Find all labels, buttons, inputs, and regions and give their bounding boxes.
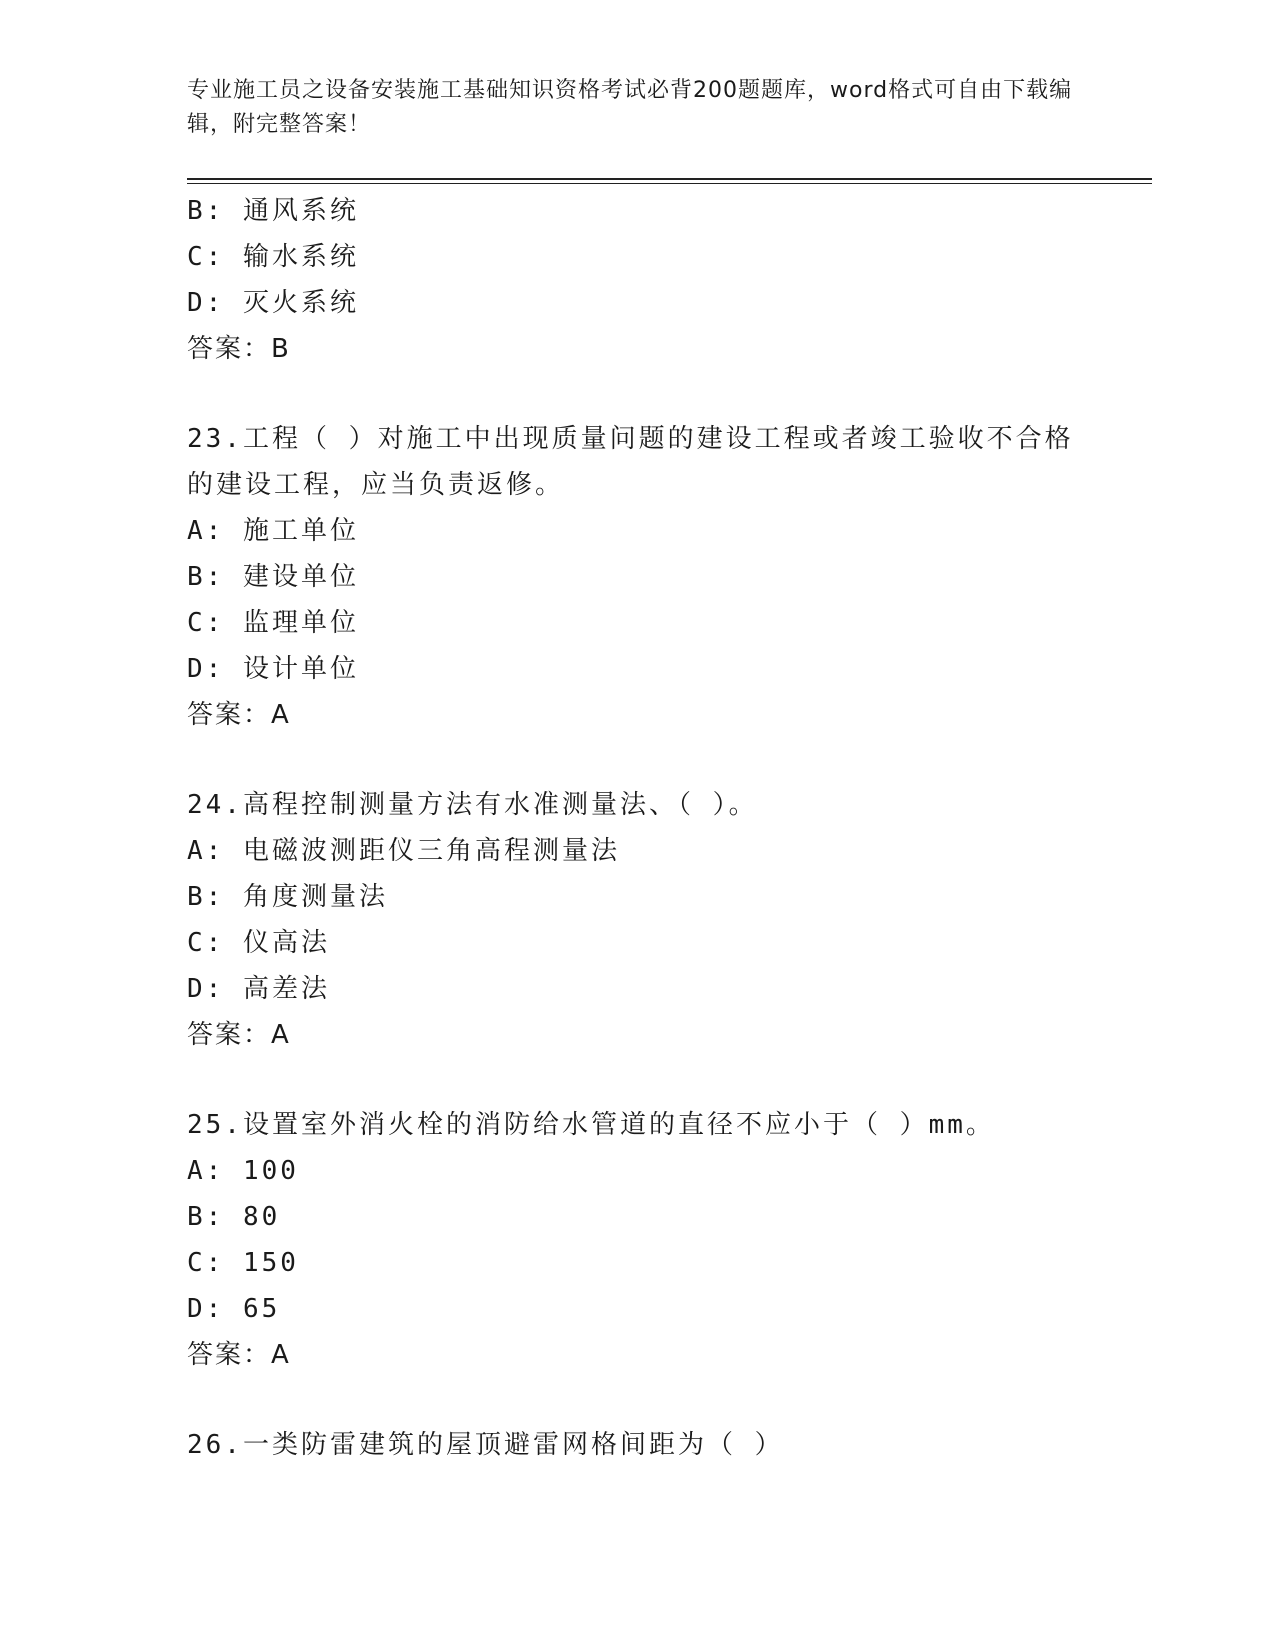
question-stem: 24.高程控制测量方法有水准测量法、（ ）。 — [187, 790, 758, 820]
option-b: B: 通风系统 — [187, 196, 359, 226]
option-c: C: 仪高法 — [187, 928, 330, 958]
answer: 答案：A — [187, 1340, 291, 1370]
question-stem: 25.设置室外消火栓的消防给水管道的直径不应小于（ ）mm。 — [187, 1110, 995, 1140]
question-24 — [187, 782, 1087, 1058]
option-c: C: 150 — [187, 1248, 299, 1278]
answer: 答案：A — [187, 700, 291, 730]
option-b: B: 建设单位 — [187, 562, 359, 592]
option-a: A: 施工单位 — [187, 516, 359, 546]
question-25 — [187, 1102, 1087, 1378]
option-a: A: 电磁波测距仪三角高程测量法 — [187, 836, 620, 866]
question-stem: 23.工程（ ）对施工中出现质量问题的建设工程或者竣工验收不合格 — [187, 424, 1074, 454]
question-stem-continued: 的建设工程，应当负责返修。 — [187, 470, 565, 500]
document-header: 专业施工员之设备安装施工基础知识资格考试必背200题题库，word格式可自由下载编辑，附完整答案！ — [187, 78, 1073, 137]
answer: 答案：B — [187, 334, 291, 364]
option-c: C: 输水系统 — [187, 242, 359, 272]
header-rule-thick — [187, 178, 1152, 180]
header-rule-thin — [187, 183, 1152, 184]
question-26 — [187, 1422, 1087, 1468]
option-b: B: 角度测量法 — [187, 882, 388, 912]
question-content — [187, 188, 1087, 1468]
answer: 答案：A — [187, 1020, 291, 1050]
option-d: D: 高差法 — [187, 974, 330, 1004]
option-d: D: 灭火系统 — [187, 288, 359, 318]
partial-question — [187, 188, 1087, 372]
option-c: C: 监理单位 — [187, 608, 359, 638]
option-b: B: 80 — [187, 1202, 281, 1232]
question-23 — [187, 416, 1087, 738]
option-a: A: 100 — [187, 1156, 299, 1186]
option-d: D: 设计单位 — [187, 654, 359, 684]
option-d: D: 65 — [187, 1294, 281, 1324]
question-stem: 26.一类防雷建筑的屋顶避雷网格间距为（ ） — [187, 1430, 784, 1460]
